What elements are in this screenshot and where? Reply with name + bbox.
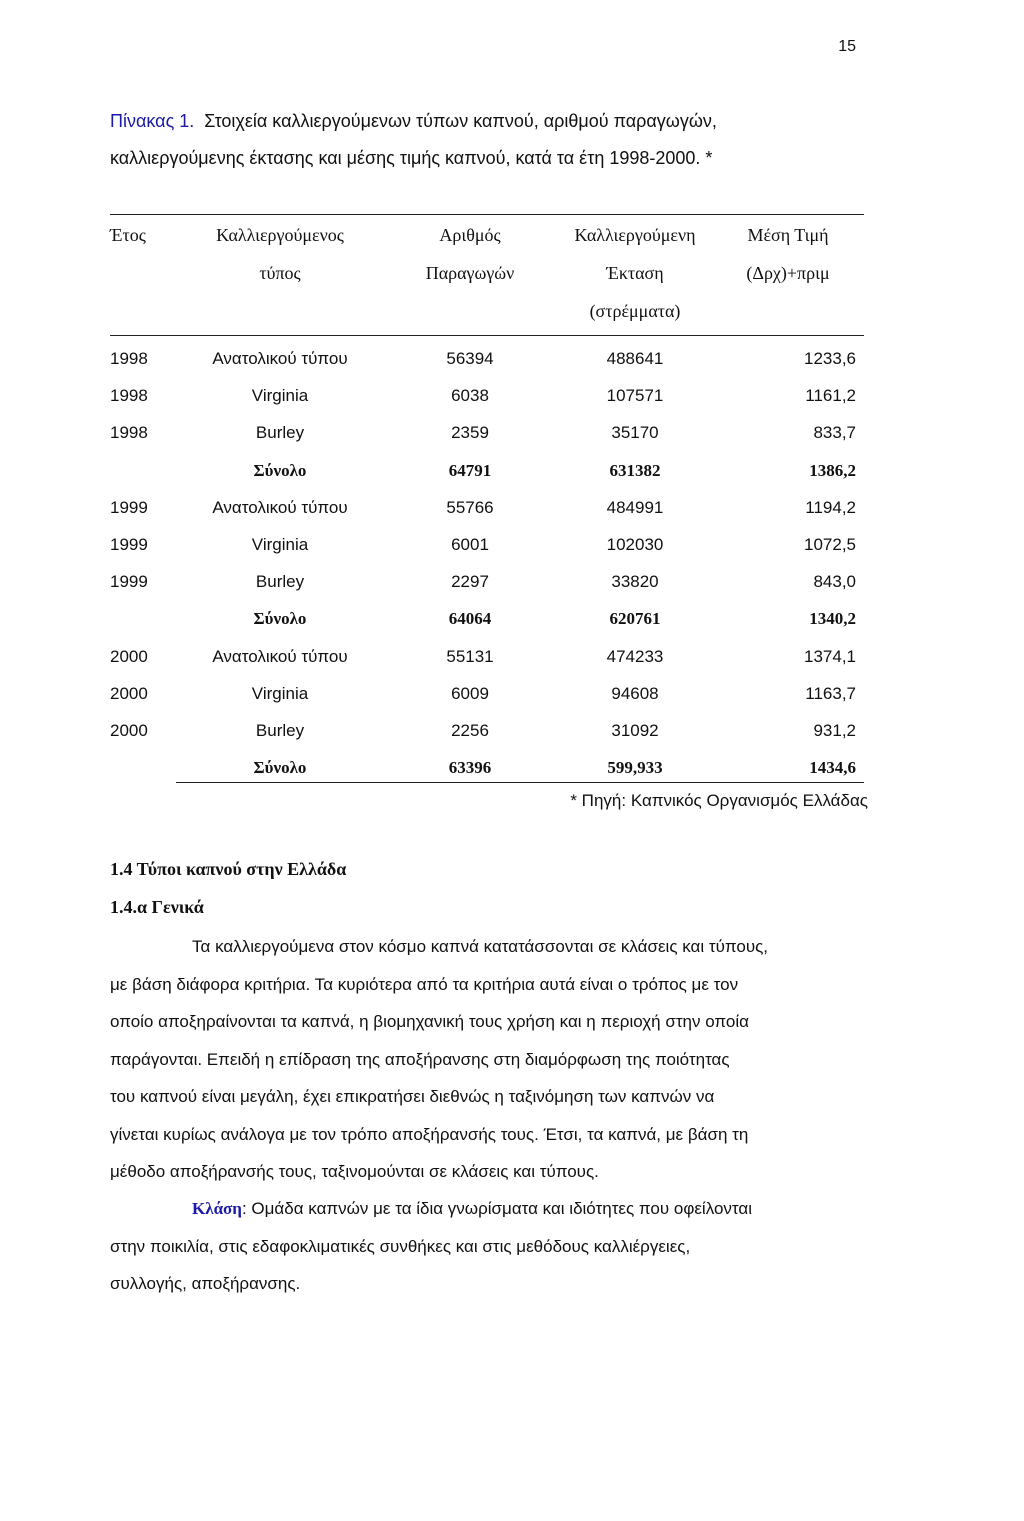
row-year: 2000 <box>110 646 148 666</box>
header-producers-line-1: Αριθμός <box>439 225 501 245</box>
row-price: 1340,2 <box>809 609 856 629</box>
table-header-rule <box>110 335 864 336</box>
row-price: 1374,1 <box>804 646 856 666</box>
paragraph-line: γίνεται κυρίως ανάλογα με τον τρόπο αποξήρανσής τους. Έτσι, τα καπνά, με βάση τη <box>110 1124 749 1144</box>
row-price: 1072,5 <box>804 535 856 554</box>
paragraph-class-definition <box>110 1190 868 1303</box>
subsection-heading: 1.4.α Γενικά <box>110 897 204 917</box>
row-producers: 2256 <box>451 721 489 740</box>
row-producers: 55766 <box>446 497 494 517</box>
row-price: 931,2 <box>813 721 856 740</box>
definition-line-2: στην ποικιλία, στις εδαφοκλιματικές συνθήκες και στις μεθόδους καλλιέργειες, <box>110 1236 691 1256</box>
row-year: 1998 <box>110 386 148 406</box>
row-area: 33820 <box>611 572 659 592</box>
paragraph-line: μέθοδο αποξήρανσής τους, ταξινομούνται σε κλάσεις και τύπους. <box>110 1162 599 1181</box>
table-top-rule <box>110 214 864 215</box>
table-caption-line-1 <box>110 111 717 131</box>
row-producers: 55131 <box>446 646 494 666</box>
paragraph-first-line <box>110 928 868 966</box>
paragraph-tobacco-classification <box>110 928 868 1191</box>
section-heading: 1.4 Τύποι καπνού στην Ελλάδα <box>110 859 347 879</box>
row-producers: 64064 <box>448 609 492 629</box>
row-area: 31092 <box>611 721 659 740</box>
definition-line-1: : Ομάδα καπνών με τα ίδια γνωρίσματα και ιδιότητες που οφείλονται <box>241 1199 752 1218</box>
row-producers: 6001 <box>451 535 489 554</box>
row-type: Σύνολο <box>253 609 307 629</box>
row-price: 1386,2 <box>809 460 856 480</box>
row-price: 833,7 <box>813 423 856 443</box>
row-producers: 6038 <box>451 386 489 406</box>
row-type: Ανατολικού τύπου <box>212 497 348 517</box>
row-type: Ανατολικού τύπου <box>212 349 348 368</box>
header-area-line-2: Έκταση <box>606 263 664 283</box>
paragraph-line: παράγονται. Επειδή η επίδραση της αποξήρανσης στη διαμόρφωση της ποιότητας <box>110 1049 730 1069</box>
row-price: 843,0 <box>813 572 856 592</box>
page-number: 15 <box>838 38 856 55</box>
header-type-line-2: τύπος <box>259 263 301 283</box>
row-year: 1998 <box>110 349 148 368</box>
row-producers: 56394 <box>446 349 494 368</box>
row-year: 2000 <box>110 683 148 703</box>
paragraph-line: Τα καλλιεργούμενα στον κόσμο καπνά κατατάσσονται σε κλάσεις και τύπους, <box>192 937 769 956</box>
row-producers: 6009 <box>451 683 489 703</box>
header-year: Έτος <box>110 225 146 245</box>
row-area: 94608 <box>611 683 659 703</box>
row-producers: 2359 <box>451 423 489 443</box>
row-year: 1999 <box>110 497 148 517</box>
header-type-line-1: Καλλιεργούμενος <box>216 225 344 245</box>
row-type: Virginia <box>251 535 309 554</box>
row-area: 488641 <box>606 349 664 368</box>
table-caption-text-1: Στοιχεία καλλιεργούμενων τύπων καπνού, αριθμού παραγωγών, <box>204 111 717 131</box>
row-type: Virginia <box>251 683 309 703</box>
row-area: 484991 <box>606 497 664 517</box>
paragraph-line: οποίο αποξηραίνονται τα καπνά, η βιομηχανική τους χρήση και η περιοχή στην οποία <box>110 1012 749 1031</box>
definition-line-3: συλλογής, αποξήρανσης. <box>110 1274 301 1293</box>
row-year: 1999 <box>110 535 148 554</box>
row-area: 620761 <box>609 609 661 629</box>
row-price: 1194,2 <box>805 497 856 517</box>
row-producers: 64791 <box>448 460 492 480</box>
row-producers: 63396 <box>448 758 492 778</box>
definition-term: Κλάση <box>192 1199 242 1218</box>
row-year: 1999 <box>110 572 148 592</box>
table-caption-line-2: καλλιεργούμενης έκτασης και μέσης τιμής καπνού, κατά τα έτη 1998-2000. * <box>110 148 713 168</box>
row-price: 1233,6 <box>804 349 856 368</box>
table-caption-label: Πίνακας 1. <box>110 111 195 131</box>
row-area: 35170 <box>611 423 659 443</box>
row-type: Burley <box>255 572 305 592</box>
header-price-line-1: Μέση Τιμή <box>747 225 829 245</box>
row-type: Burley <box>255 423 305 443</box>
row-area: 474233 <box>606 646 664 666</box>
row-type: Σύνολο <box>253 460 307 480</box>
row-type: Burley <box>255 721 305 740</box>
row-producers: 2297 <box>451 572 489 592</box>
header-area-line-3: (στρέμματα) <box>589 301 681 321</box>
paragraph-line: του καπνού είναι μεγάλη, έχει επικρατήσει διεθνώς η ταξινόμηση των καπνών να <box>110 1087 715 1106</box>
row-price: 1161,2 <box>805 386 856 406</box>
row-area: 631382 <box>609 460 661 480</box>
header-price-line-2: (Δρχ)+πριμ <box>746 263 830 283</box>
table-source-note: * Πηγή: Καπνικός Οργανισμός Ελλάδας <box>570 791 868 810</box>
header-producers-line-2: Παραγωγών <box>425 263 515 283</box>
row-type: Σύνολο <box>253 758 307 778</box>
row-price: 1434,6 <box>809 758 856 778</box>
row-area: 107571 <box>606 386 664 406</box>
row-year: 2000 <box>110 721 148 740</box>
row-area: 599,933 <box>607 758 663 778</box>
row-type: Ανατολικού τύπου <box>212 646 348 666</box>
header-area-line-1: Καλλιεργούμενη <box>574 225 696 245</box>
row-area: 102030 <box>606 535 664 554</box>
table-bottom-rule <box>176 782 864 783</box>
row-price: 1163,7 <box>805 683 856 703</box>
row-type: Virginia <box>251 386 309 406</box>
paragraph-line: με βάση διάφορα κριτήρια. Τα κυριότερα από τα κριτήρια αυτά είναι ο τρόπος με τον <box>110 974 739 994</box>
row-year: 1998 <box>110 423 148 443</box>
